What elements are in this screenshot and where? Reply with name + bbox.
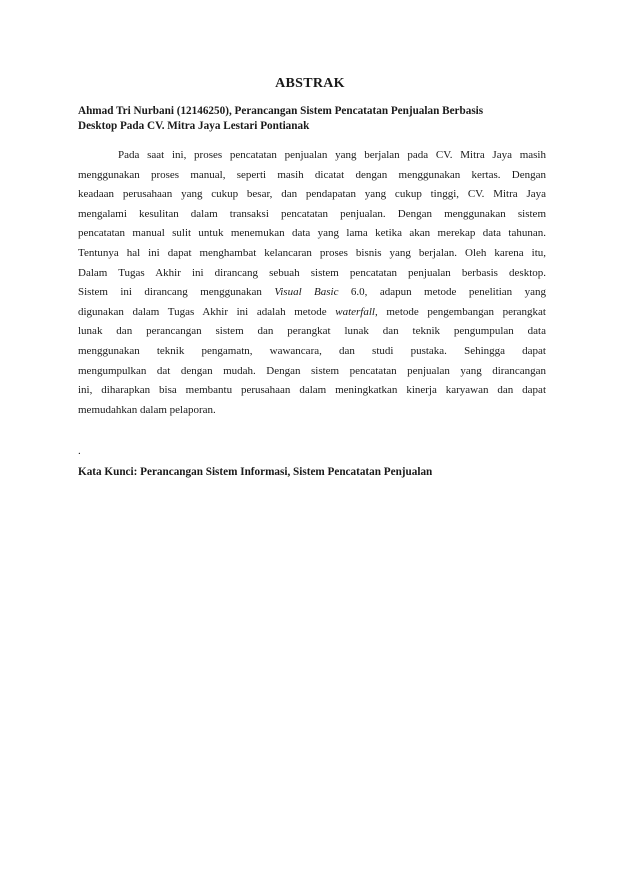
abstract-text: digunakan dalam Tugas Akhir ini adalah metode [78, 305, 336, 318]
abstract-line: lunak dan perancangan sistem dan perangkat lunak dan teknik pengumpulan data [78, 325, 546, 338]
abstract-line: menggunakan teknik pengamatn, wawancara, dan studi pustaka. Sehingga dapat [78, 344, 546, 357]
abstract-italic-term: waterfall [335, 305, 375, 318]
abstract-line: menggunakan proses manual, seperti masih dicatat dengan menggunakan kertas. Dengan [78, 168, 546, 181]
keywords: Kata Kunci: Perancangan Sistem Informasi, Sistem Pencatatan Penjualan [78, 466, 433, 478]
abstract-line: keadaan perusahaan yang cukup besar, dan pendapatan yang cukup tinggi, CV. Mitra Jaya [78, 188, 546, 201]
author-citation-line-2: Desktop Pada CV. Mitra Jaya Lestari Pontianak [78, 120, 310, 132]
author-citation [78, 104, 546, 134]
abstract-line [78, 303, 546, 323]
abstract-line: pencatatan manual sulit untuk menemukan data yang lama ketika akan merekap data tahunan. [78, 227, 546, 240]
abstract-line: mengalami kesulitan dalam transaksi pencatatan penjualan. Dengan menggunakan sistem [78, 207, 546, 220]
stray-mark: . [78, 445, 81, 457]
abstract-text: , metode pengembangan perangkat [374, 305, 546, 318]
abstract-line: mengumpulkan dat dengan mudah. Dengan sistem pencatatan penjualan yang dirancangan [78, 364, 546, 377]
abstract-line: Tentunya hal ini dapat menghambat kelancaran proses bisnis yang berjalan. Oleh karena itu, [78, 246, 546, 259]
abstract-line [78, 283, 546, 303]
abstract-line: ini, diharapkan bisa membantu perusahaan dalam meningkatkan kinerja karyawan dan dapat [78, 384, 546, 397]
abstract-italic-term: Visual Basic [274, 286, 339, 299]
abstract-line: memudahkan dalam pelaporan. [78, 403, 216, 416]
abstract-body [78, 146, 546, 420]
abstract-line: Dalam Tugas Akhir ini dirancang sebuah sistem pencatatan penjualan berbasis desktop. [78, 266, 546, 279]
author-citation-line-1: Ahmad Tri Nurbani (12146250), Perancangan Sistem Pencatatan Penjualan Berbasis [78, 105, 484, 117]
page-title: ABSTRAK [275, 76, 345, 91]
abstract-text: Sistem ini dirancang menggunakan [78, 286, 275, 299]
abstract-text: 6.0, adapun metode penelitian yang [338, 286, 546, 299]
abstract-line: Pada saat ini, proses pencatatan penjualan yang berjalan pada CV. Mitra Jaya masih [118, 149, 546, 161]
